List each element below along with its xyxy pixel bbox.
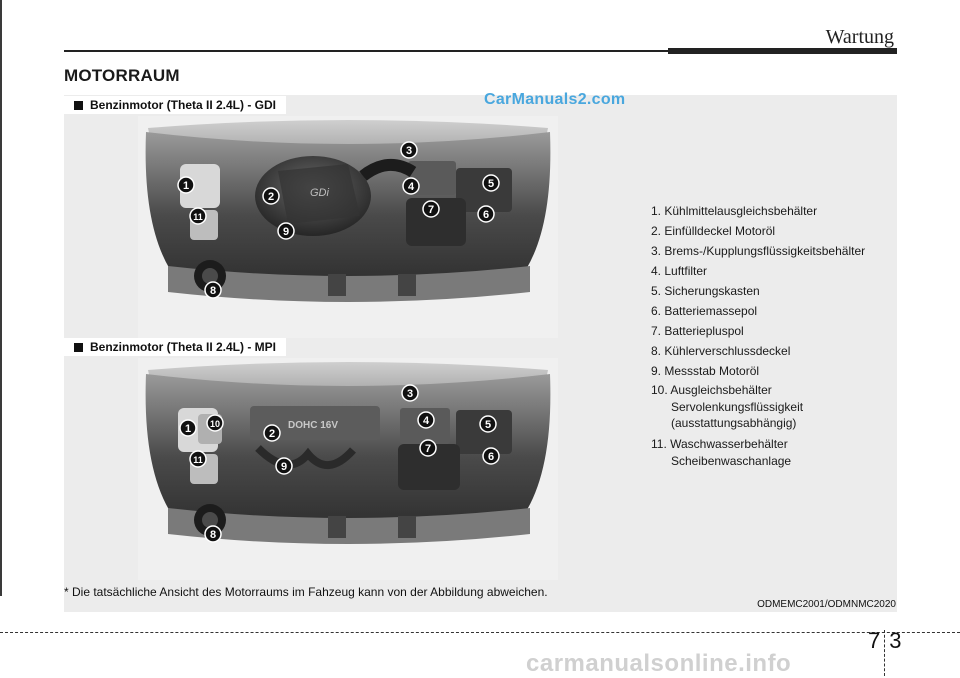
marker-9 [276, 458, 292, 474]
footnote: * Die tatsächliche Ansicht des Motorraums im Fahzeug kann von der Abbildung abweichen. [64, 585, 548, 599]
callout-text: 3. Brems-/Kupplungsflüssigkeitsbehälter [651, 244, 866, 258]
svg-text:2: 2 [268, 428, 276, 440]
page-number [868, 628, 902, 676]
marker-11 [190, 451, 206, 467]
callout-text: 2. Einfülldeckel Motoröl [651, 224, 776, 238]
svg-text:1: 1 [182, 180, 190, 192]
marker-4 [403, 178, 419, 194]
callout-legend [651, 201, 865, 473]
svg-text:10: 10 [209, 419, 221, 429]
callout-text-cont: Servolenkungsflüssigkeit [671, 400, 804, 414]
callout-text: 5. Sicherungskasten [651, 284, 760, 298]
callout-text: 1. Kühlmittelausgleichsbehälter [651, 204, 818, 218]
figure-code: ODMEMC2001/ODMNMC2020 [757, 599, 896, 610]
footer-dashed-rule [0, 632, 960, 633]
marker-5 [480, 416, 496, 432]
bullet-square-icon [74, 101, 83, 110]
svg-text:11: 11 [193, 212, 203, 222]
callout-item [651, 221, 865, 241]
callout-text: 9. Messstab Motoröl [651, 364, 760, 378]
marker-3 [401, 142, 417, 158]
valve-cover-text: DOHC 16V [288, 420, 339, 431]
svg-text:8: 8 [209, 285, 217, 297]
svg-text:3: 3 [406, 388, 414, 400]
svg-text:3: 3 [405, 145, 413, 157]
marker-1 [180, 420, 196, 436]
page-number-value: 3 [889, 628, 902, 653]
chapter-number: 7 [868, 628, 881, 653]
callout-item [651, 321, 865, 341]
callout-text: 8. Kühlerverschlussdeckel [651, 344, 791, 358]
callout-item [651, 341, 865, 361]
svg-text:7: 7 [427, 204, 435, 216]
marker-3 [402, 385, 418, 401]
callout-item [651, 381, 865, 431]
section-title: MOTORRAUM [64, 66, 180, 85]
callout-text: 11. Waschwasserbehälter [651, 437, 788, 451]
page-number-separator [884, 630, 885, 676]
marker-6 [478, 206, 494, 222]
svg-text:2: 2 [267, 191, 275, 203]
marker-1 [178, 177, 194, 193]
marker-6 [483, 448, 499, 464]
callout-item [651, 301, 865, 321]
marker-9 [278, 223, 294, 239]
engine-photo-mpi [138, 358, 558, 580]
callout-item [651, 201, 865, 221]
svg-text:9: 9 [280, 461, 288, 473]
marker-10 [207, 415, 223, 431]
engine-heading-gdi [64, 96, 286, 114]
callout-item [651, 261, 865, 281]
svg-text:6: 6 [482, 209, 490, 221]
callout-text: 10. Ausgleichsbehälter [651, 383, 772, 397]
callout-text: 6. Batteriemassepol [651, 304, 758, 318]
svg-text:9: 9 [282, 226, 290, 238]
svg-text:4: 4 [422, 415, 430, 427]
marker-7 [423, 201, 439, 217]
header-accent-bar [668, 48, 897, 54]
footer-site-watermark[interactable]: carmanualsonline.info [526, 650, 792, 677]
marker-8 [205, 282, 221, 298]
marker-2 [263, 188, 279, 204]
left-margin-rule [0, 0, 2, 596]
callout-item [651, 241, 865, 261]
watermark-link[interactable]: CarManuals2.com [484, 91, 626, 108]
svg-text:5: 5 [487, 178, 495, 190]
callout-item [651, 435, 865, 469]
chapter-title: Wartung [825, 26, 894, 48]
callout-text: 7. Batteriepluspol [651, 324, 744, 338]
svg-text:8: 8 [209, 529, 217, 541]
callout-text: 4. Luftfilter [651, 264, 708, 278]
engine-heading-text: Benzinmotor (Theta II 2.4L) - GDI [90, 98, 277, 112]
svg-text:6: 6 [487, 451, 495, 463]
svg-text:7: 7 [424, 443, 432, 455]
svg-text:5: 5 [484, 419, 492, 431]
marker-11 [190, 208, 206, 224]
callout-text-cont: (ausstattungsabhängig) [671, 416, 797, 430]
marker-5 [483, 175, 499, 191]
callout-text-cont: Scheibenwaschanlage [671, 454, 792, 468]
marker-4 [418, 412, 434, 428]
engine-photo-gdi [138, 116, 558, 338]
engine-heading-mpi [64, 338, 286, 356]
callout-item [651, 361, 865, 381]
marker-7 [420, 440, 436, 456]
engine-cover-text: GDi [310, 187, 329, 199]
bullet-square-icon [74, 343, 83, 352]
svg-text:11: 11 [193, 455, 203, 465]
svg-text:4: 4 [407, 181, 415, 193]
callout-item [651, 281, 865, 301]
marker-2 [264, 425, 280, 441]
svg-text:1: 1 [184, 423, 192, 435]
marker-8 [205, 526, 221, 542]
engine-heading-text: Benzinmotor (Theta II 2.4L) - MPI [90, 340, 277, 354]
